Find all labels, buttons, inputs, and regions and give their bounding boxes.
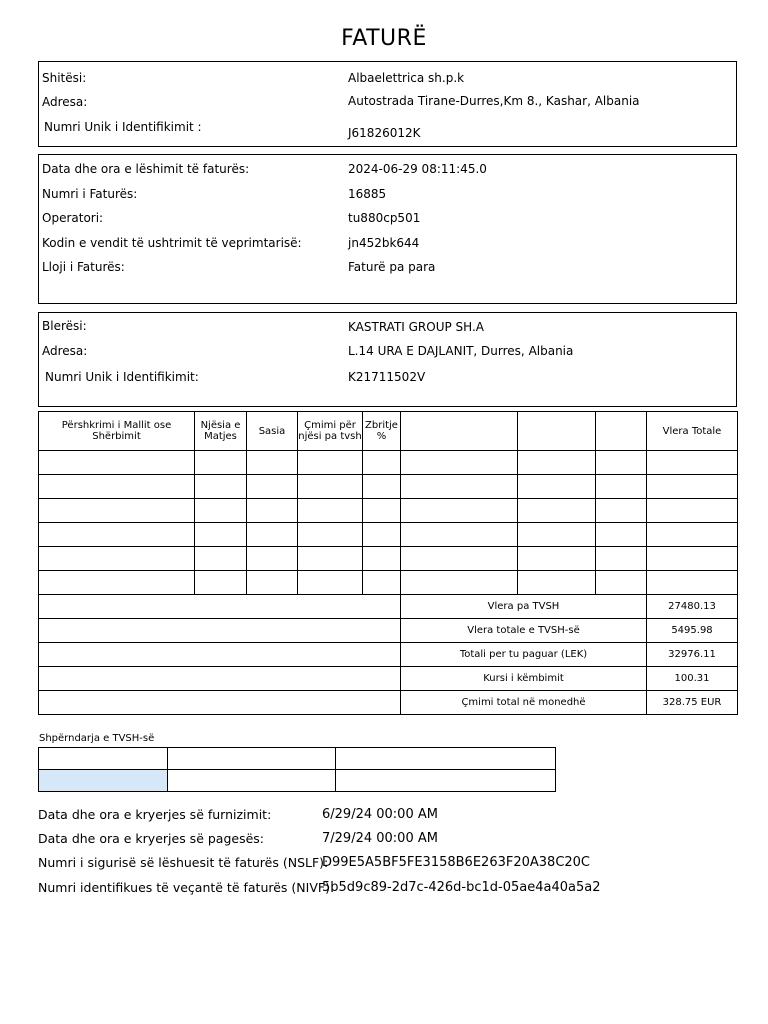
nslf-label: Numri i sigurisë së lëshuesit të faturës (NSLF): <box>38 855 329 870</box>
invoice-info-section <box>38 154 737 304</box>
invoice-number-label: Numri i Faturës: <box>42 187 138 201</box>
summary-value: 27480.13 <box>647 595 738 619</box>
buyer-nuis-label: Numri Unik i Identifikimit: <box>45 370 199 384</box>
seller-nuis: J61826012K <box>348 126 421 140</box>
supply-date-label: Data dhe ora e kryerjes së furnizimit: <box>38 807 272 822</box>
nivf-value: 5b5d9c89-2d7c-426d-bc1d-05ae4a40a5a2 <box>322 880 601 895</box>
header-unit-price: Çmimi për njësi pa tvsh <box>298 412 363 451</box>
summary-row-total <box>39 643 738 667</box>
issue-date-label: Data dhe ora e lëshimit të faturës: <box>42 162 250 176</box>
invoice-type-label: Lloji i Faturës: <box>42 260 125 274</box>
seller-name: Albaelettrica sh.p.k <box>348 71 465 85</box>
items-table <box>38 411 738 715</box>
header-unit: Njësia e Matjes <box>195 412 247 451</box>
summary-value: 100.31 <box>647 667 738 691</box>
seller-address: Autostrada Tirane-Durres,Km 8., Kashar, Albania <box>348 94 640 108</box>
buyer-nuis: K21711502V <box>348 370 426 384</box>
summary-value: 5495.98 <box>647 619 738 643</box>
header-blank-2 <box>518 412 596 451</box>
operator-label: Operatori: <box>42 211 104 225</box>
issue-date: 2024-06-29 08:11:45.0 <box>348 162 487 176</box>
header-total: Vlera Totale <box>647 412 738 451</box>
summary-row-currency <box>39 691 738 715</box>
header-blank-1 <box>401 412 518 451</box>
summary-value: 32976.11 <box>647 643 738 667</box>
summary-label: Kursi i këmbimit <box>401 667 647 691</box>
table-row <box>39 748 556 770</box>
buyer-name-label: Blerësi: <box>42 319 87 333</box>
header-description: Përshkrimi i Mallit ose Shërbimit <box>39 412 195 451</box>
nivf-label: Numri identifikues të veçantë të faturës (NIVF): <box>38 880 335 895</box>
table-row <box>39 475 738 499</box>
header-discount: Zbritje % <box>363 412 401 451</box>
buyer-address: L.14 URA E DAJLANIT, Durres, Albania <box>348 344 574 358</box>
supply-date: 6/29/24 00:00 AM <box>322 807 438 822</box>
header-quantity: Sasia <box>247 412 298 451</box>
seller-name-label: Shitësi: <box>42 71 87 85</box>
summary-row-net <box>39 595 738 619</box>
summary-label: Vlera totale e TVSH-së <box>401 619 647 643</box>
buyer-address-label: Adresa: <box>42 344 88 358</box>
operator: tu880cp501 <box>348 211 421 225</box>
invoice-type: Faturë pa para <box>348 260 436 274</box>
table-row <box>39 451 738 475</box>
nslf-value: D99E5A5BF5FE3158B6E263F20A38C20C <box>322 855 591 870</box>
table-row <box>39 770 556 792</box>
summary-label: Çmimi total në monedhë <box>401 691 647 715</box>
payment-date: 7/29/24 00:00 AM <box>322 831 438 846</box>
summary-label: Vlera pa TVSH <box>401 595 647 619</box>
vat-distribution-table <box>38 747 556 792</box>
invoice-number: 16885 <box>348 187 387 201</box>
table-row <box>39 571 738 595</box>
seller-nuis-label: Numri Unik i Identifikimit : <box>44 120 202 134</box>
summary-row-vat <box>39 619 738 643</box>
business-unit: jn452bk644 <box>348 236 420 250</box>
invoice-title: FATURË <box>341 26 427 51</box>
items-header-row <box>39 412 738 451</box>
business-unit-label: Kodin e vendit të ushtrimit të veprimtarisë: <box>42 236 302 250</box>
summary-value: 328.75 EUR <box>647 691 738 715</box>
seller-address-label: Adresa: <box>42 95 88 109</box>
summary-row-rate <box>39 667 738 691</box>
buyer-name: KASTRATI GROUP SH.A <box>348 320 484 334</box>
vat-distribution-label: Shpërndarja e TVSH-së <box>39 733 155 744</box>
header-blank-3 <box>596 412 647 451</box>
table-row <box>39 547 738 571</box>
table-row <box>39 499 738 523</box>
summary-label: Totali per tu paguar (LEK) <box>401 643 647 667</box>
table-row <box>39 523 738 547</box>
payment-date-label: Data dhe ora e kryerjes së pagesës: <box>38 831 265 846</box>
